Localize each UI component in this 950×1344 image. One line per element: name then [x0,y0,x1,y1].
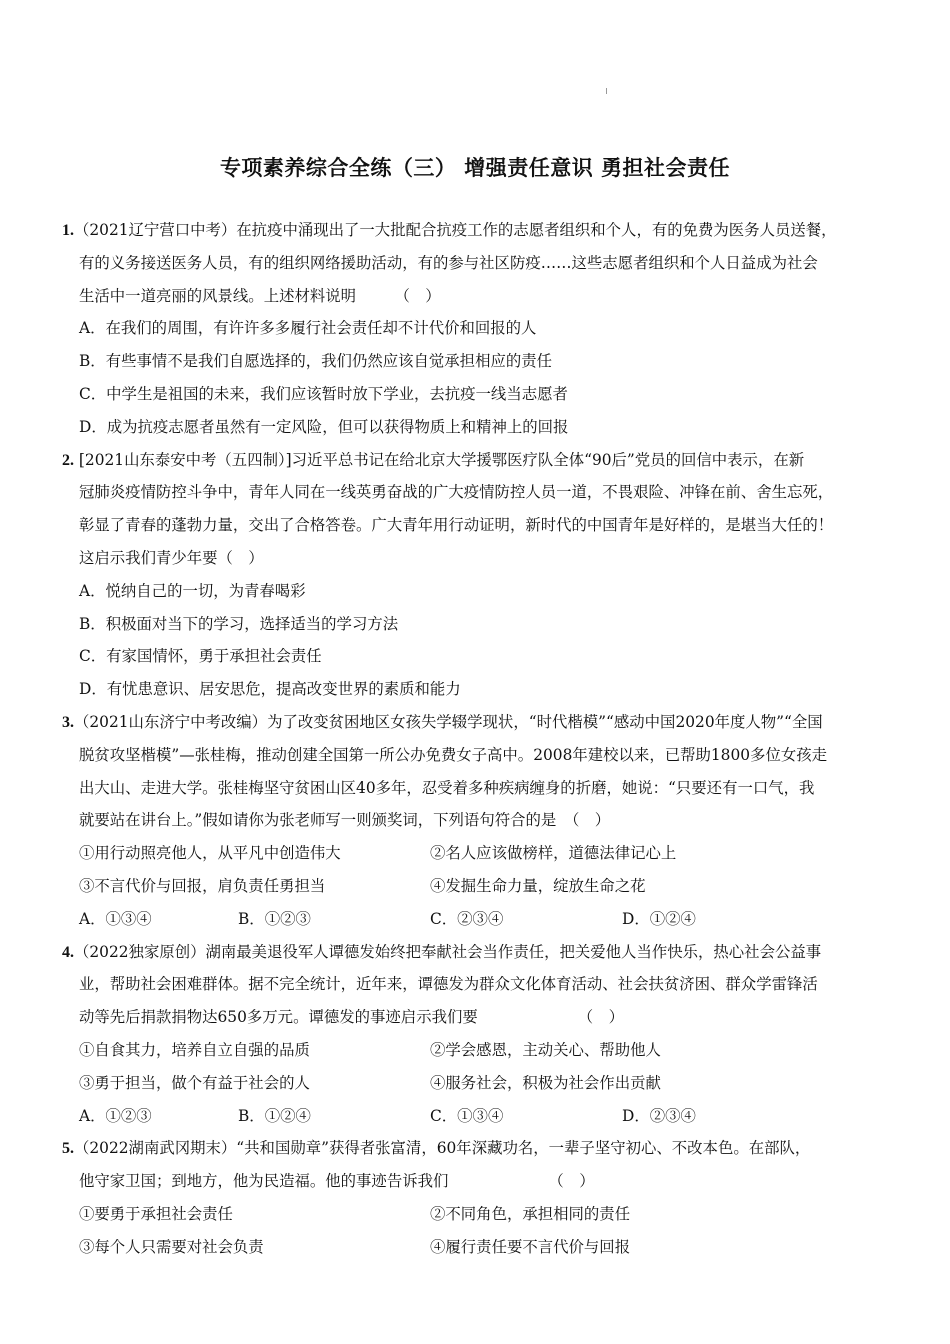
statement-2: ②学会感恩，主动关心、帮助他人 [430,1040,661,1059]
statement-row [0,1198,950,1231]
question-stem-line: 冠肺炎疫情防控斗争中，青年人同在一线英勇奋战的广大疫情防控人员一道，不畏艰险、冲锋在前、舍生忘死， [79,483,834,502]
page-title: 专项素养综合全练（三） 增强责任意识 勇担社会责任 [219,156,731,180]
question-stem-line: 业，帮助社会困难群体。据不完全统计，近年来，谭德发为群众文化体育活动、社会扶贫济困、群众学雷锋活 [79,975,818,994]
statement-3: ③每个人只需要对社会负责 [79,1237,264,1256]
option-d[interactable]: D．成为抗疫志愿者虽然有一定风险，但可以获得物质上和精神上的回报 [79,417,569,436]
choice-b[interactable]: B．①②③ [238,909,311,928]
question-stem-line: 脱贫攻坚楷模”—张桂梅，推动创建全国第一所公办免费女子高中。2008年建校以来，已帮助1800多位女孩走 [79,745,828,764]
question-3 [0,706,950,936]
question-2 [0,444,950,706]
question-stem-line: （2021辽宁营口中考）在抗疫中涌现出了一大批配合抗疫工作的志愿者组织和个人，有的免费为医务人员送餐， [74,221,837,239]
question-stem-line: （2022湖南武冈期末）“共和国勋章”获得者张富清，60年深藏功名，一辈子坚守初心、不改本色。在部队， [74,1139,811,1158]
statement-3: ③不言代价与回报，肩负责任勇担当 [79,876,326,895]
question-stem-line: （2021山东济宁中考改编）为了改变贫困地区女孩失学辍学现状，“时代楷模”“感动中国2020年度人物”“全国 [74,712,823,731]
question-list [0,214,950,1264]
statement-1: ①用行动照亮他人，从平凡中创造伟大 [79,844,341,863]
option-b[interactable]: B．有些事情不是我们自愿选择的，我们仍然应该自觉承担相应的责任 [79,352,553,371]
statement-row [0,1034,950,1067]
statement-row [0,837,950,870]
question-number: 1. [62,222,74,239]
header-tick-mark [606,88,607,94]
statement-2: ②不同角色，承担相同的责任 [430,1204,631,1223]
choice-row [0,1100,950,1133]
statement-2: ②名人应该做榜样，道德法律记心上 [430,844,677,863]
option-b[interactable]: B．积极面对当下的学习，选择适当的学习方法 [79,614,399,633]
question-stem-line: 他守家卫国；到地方，他为民造福。他的事迹告诉我们 （ ） [79,1172,595,1191]
statement-row [0,870,950,903]
choice-d[interactable]: D．②③④ [622,1106,696,1125]
choice-d[interactable]: D．①②④ [622,909,696,928]
question-4 [0,936,950,1133]
option-a[interactable]: A．悦纳自己的一切，为青春喝彩 [79,581,306,600]
statement-1: ①自食其力，培养自立自强的品质 [79,1040,310,1059]
choice-b[interactable]: B．①②④ [238,1106,311,1125]
option-c[interactable]: C．中学生是祖国的未来，我们应该暂时放下学业，去抗疫一线当志愿者 [79,384,568,403]
question-stem-line: 出大山、走进大学。张桂梅坚守贫困山区40多年，忍受着多种疾病缠身的折磨，她说：“只要还有一口气，我 [79,778,815,797]
option-a[interactable]: A．在我们的周围，有许许多多履行社会责任却不计代价和回报的人 [79,319,537,338]
statement-row [0,1067,950,1100]
choice-row [0,903,950,936]
statement-4: ④履行责任要不言代价与回报 [430,1237,631,1256]
choice-a[interactable]: A．①②③ [79,1106,152,1125]
question-stem-line: （2022独家原创）湖南最美退役军人谭德发始终把奉献社会当作责任，把关爱他人当作快乐，热心社会公益事 [74,942,822,961]
question-stem-line: 有的义务接送医务人员，有的组织网络援助活动，有的参与社区防疫……这些志愿者组织和个人日益成为社会 [79,253,818,272]
question-number: 4. [62,943,74,961]
question-number: 2. [62,451,74,469]
question-number: 3. [62,713,74,731]
question-5 [0,1132,950,1263]
question-number: 5. [62,1140,74,1158]
choice-a[interactable]: A．①③④ [79,909,152,928]
option-d[interactable]: D．有忧患意识、居安思危，提高改变世界的素质和能力 [79,680,461,699]
statement-4: ④发掘生命力量，绽放生命之花 [430,876,646,895]
statement-row [0,1231,950,1264]
question-stem-line: 动等先后捐款捐物达650多万元。谭德发的事迹启示我们要 （ ） [79,1008,624,1027]
question-1 [0,214,950,444]
question-stem-line: 彰显了青春的蓬勃力量，交出了合格答卷。广大青年用行动证明，新时代的中国青年是好样的，是堪当大任的！ [79,516,834,535]
choice-c[interactable]: C．②③④ [430,909,504,928]
question-stem-line: 这启示我们青少年要（ ） [79,548,264,567]
question-stem-line: [2021山东泰安中考（五四制）]习近平总书记在给北京大学援鄂医疗队全体“90后”党员的回信中表示，在新 [74,450,805,469]
statement-3: ③勇于担当，做个有益于社会的人 [79,1073,310,1092]
option-c[interactable]: C．有家国情怀，勇于承担社会责任 [79,647,322,666]
question-stem-line: 就要站在讲台上。”假如请你为张老师写一则颁奖词，下列语句符合的是 （ ） [79,811,611,830]
question-stem-line: 生活中一道亮丽的风景线。上述材料说明 （ ） [79,286,441,305]
statement-1: ①要勇于承担社会责任 [79,1204,233,1223]
choice-c[interactable]: C．①③④ [430,1106,504,1125]
statement-4: ④服务社会，积极为社会作出贡献 [430,1073,661,1092]
